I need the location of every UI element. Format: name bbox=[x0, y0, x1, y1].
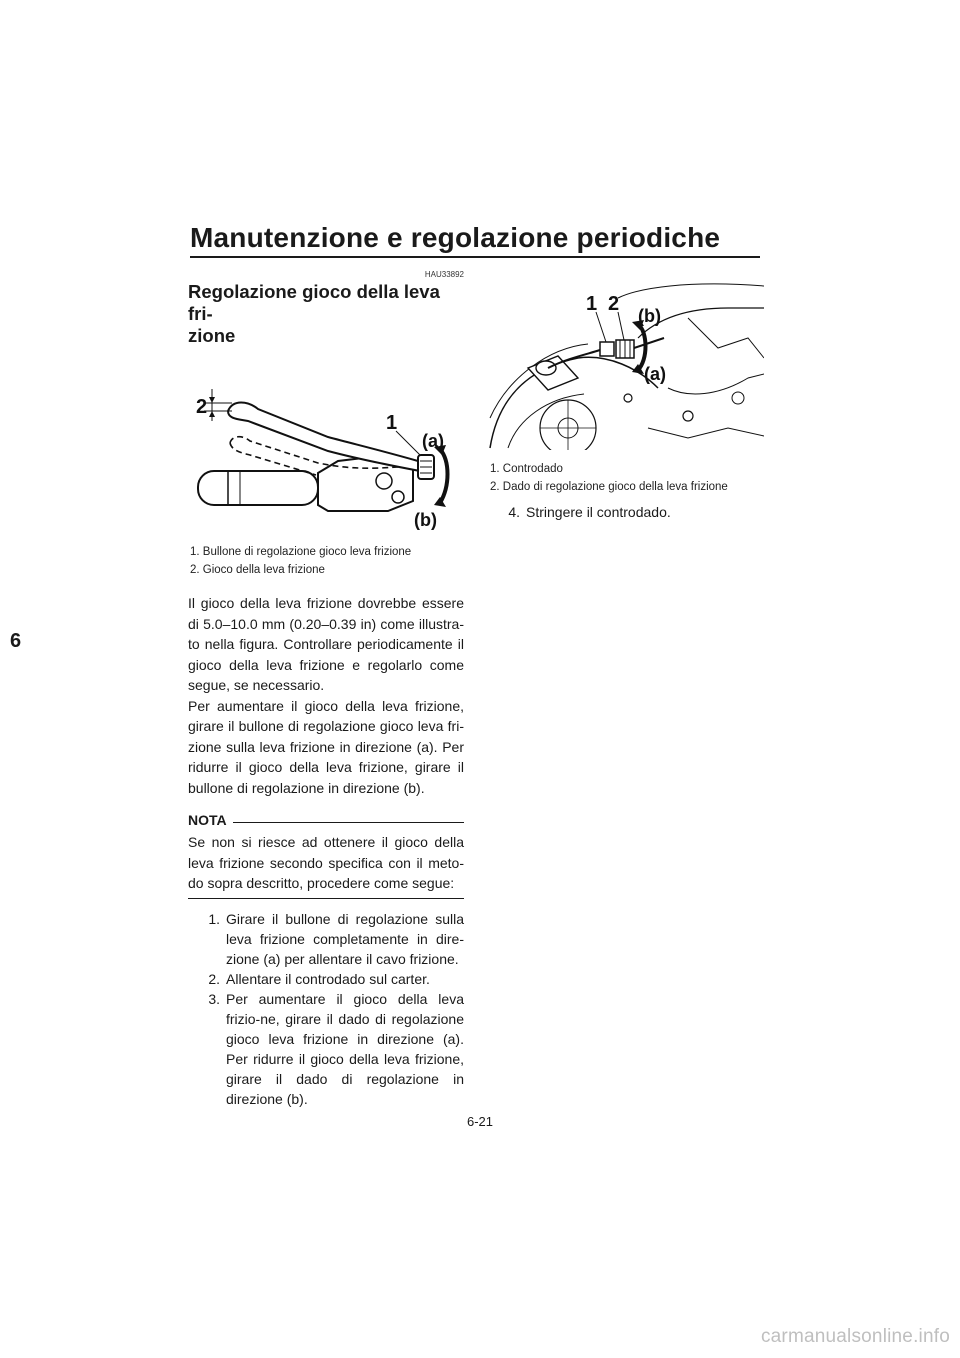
figure1-caption-2: 2. Gioco della leva frizione bbox=[190, 564, 325, 576]
fig2-callout-1: 1 bbox=[586, 293, 598, 315]
figure1-caption-1: 1. Bullone di regolazione gioco leva frizione bbox=[190, 546, 412, 558]
section-code: HAU33892 bbox=[424, 270, 464, 279]
fig1-callout-b: (b) bbox=[414, 510, 437, 530]
figure1-captions bbox=[188, 543, 464, 579]
step-number: 3. bbox=[208, 990, 220, 1007]
page-title: Manutenzione e regolazione periodiche bbox=[190, 222, 721, 253]
step-number: 4. bbox=[508, 504, 520, 520]
engine-clutch-figure bbox=[488, 278, 764, 450]
chapter-number: 6 bbox=[10, 630, 22, 652]
fig2-callout-b: (b) bbox=[638, 306, 661, 326]
fig1-callout-a: (a) bbox=[422, 431, 444, 451]
chapter-tab bbox=[0, 568, 48, 782]
figure2-caption-2: 2. Dado di regolazione gioco della leva frizione bbox=[490, 481, 728, 493]
nota-end-rule bbox=[188, 898, 464, 899]
body-paragraph-2: Per aumentare il gioco della leva frizione, girare il bullone di regolazione gioco leva fri-zione sulla leva frizione in direzione (a). Per ridurre il gioco della leva frizione, girare il bullone di regolazione in direzione (b). bbox=[188, 697, 464, 796]
left-column bbox=[188, 270, 464, 1109]
fig2-callout-a: (a) bbox=[644, 364, 666, 384]
title-rule bbox=[190, 256, 760, 258]
page-number: 6-21 bbox=[466, 1114, 494, 1129]
nota-box bbox=[188, 812, 464, 899]
clutch-lever-figure bbox=[188, 351, 464, 531]
step-text: Girare il bullone di regolazione sulla leva frizione completamente in dire-zione (a) per allentare il cavo frizione. bbox=[226, 910, 464, 967]
engine-clutch-illustration bbox=[488, 278, 764, 450]
nota-text: Se non si riesce ad ottenere il gioco della leva frizione secondo specifica con il meto-do sopra descritto, procedere come segue: bbox=[188, 834, 464, 891]
list-item bbox=[188, 909, 464, 969]
body-paragraph-1: Il gioco della leva frizione dovrebbe essere di 5.0–10.0 mm (0.20–0.39 in) come illustra-to nella figura. Controllare periodicamente il gioco della leva frizione e regolarlo come segue, se necessario. bbox=[188, 595, 464, 693]
step-number: 1. bbox=[208, 910, 220, 927]
fig1-callout-2: 2 bbox=[196, 396, 208, 418]
figure2-captions bbox=[488, 460, 764, 496]
list-item bbox=[188, 969, 464, 989]
fig2-callout-2: 2 bbox=[608, 293, 620, 315]
steps-list bbox=[188, 909, 464, 1109]
step-text: Stringere il controdado. bbox=[526, 504, 671, 520]
clutch-lever-illustration bbox=[188, 351, 464, 531]
step-text: Per aumentare il gioco della leva frizio-ne, girare il dado di regolazione gioco leva frizione in direzione (a). Per ridurre il gioco della leva frizione, girare il dado di regolazione in direzione (b). bbox=[226, 990, 464, 1107]
step-number: 2. bbox=[208, 970, 220, 987]
step-text: Allentare il controdado sul carter. bbox=[226, 970, 430, 987]
steps-list-continued bbox=[488, 502, 764, 522]
figure2-caption-1: 1. Controdado bbox=[490, 463, 563, 475]
watermark: carmanualsonline.info bbox=[760, 1326, 950, 1347]
right-column bbox=[488, 270, 764, 522]
nota-label: NOTA bbox=[188, 812, 227, 828]
list-item bbox=[188, 989, 464, 1109]
list-item bbox=[488, 502, 764, 522]
section-heading bbox=[188, 281, 464, 347]
fig1-callout-1: 1 bbox=[386, 412, 398, 434]
nota-rule bbox=[233, 822, 464, 823]
section-heading-text: Regolazione gioco della leva fri- zione bbox=[188, 281, 440, 346]
